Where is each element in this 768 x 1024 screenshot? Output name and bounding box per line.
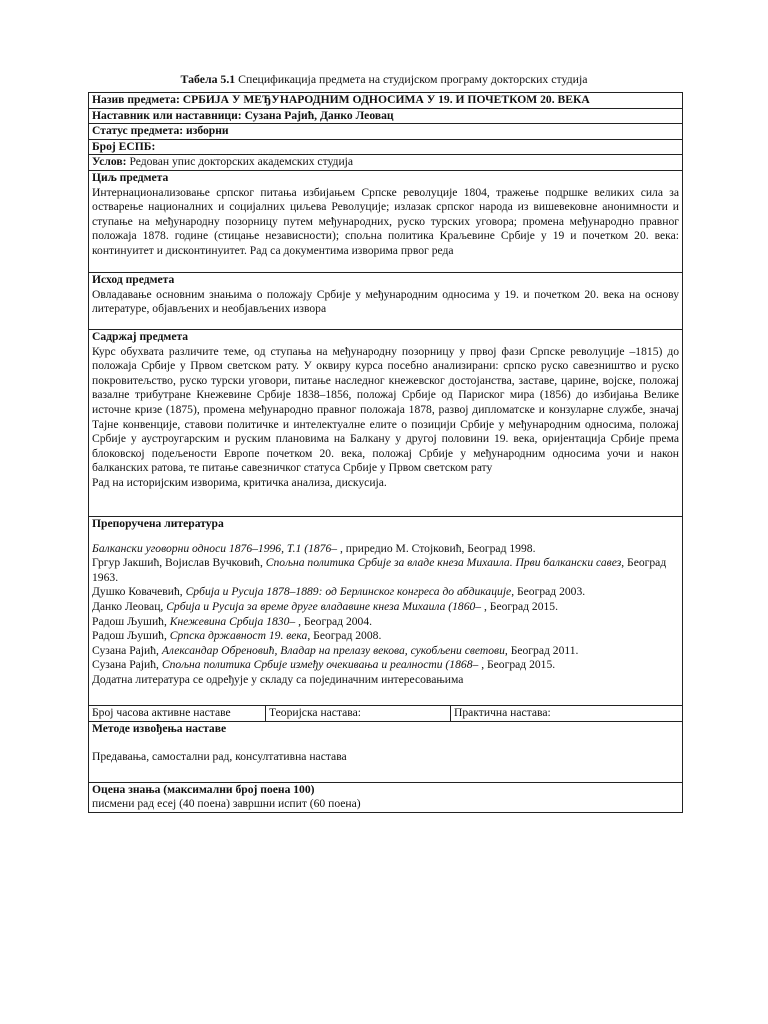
grading-heading: Оцена знања (максимални број поена 100)	[92, 782, 315, 796]
literature-row	[89, 516, 683, 705]
subject-name-value: СРБИЈА У МЕЂУНАРОДНИМ ОДНОСИМА У 19. И ПОЧЕТКОМ 20. ВЕКА	[182, 93, 590, 106]
caption-text: Спецификација предмета на студијском програму докторских студија	[238, 72, 588, 86]
literature-item: Данко Леовац, Србија и Русија за време друге владавине кнеза Михаила (1860– , Београд 2015.	[92, 599, 558, 613]
methods-row	[89, 721, 683, 782]
content-row	[89, 329, 683, 516]
literature-item: Балкански уговорни односи 1876–1996, Т.1 (1876– , приредио М. Стојковић, Београд 1998.	[92, 541, 536, 555]
status-label: Статус предмета:	[92, 124, 184, 138]
goal-heading: Циљ предмета	[92, 170, 169, 184]
methods-text: Предавања, самостални рад, консултативна настава	[92, 750, 347, 764]
content-heading: Садржај предмета	[92, 329, 189, 343]
literature-item: Душко Ковачевић, Србија и Русија 1878–1889: од Берлинског конгреса до абдикације, Београд 2003.	[92, 585, 586, 599]
literature-item: Сузана Рајић, Александар Обреновић, Владар на прелазу векова, сукобљени светови, Београд 2011.	[92, 643, 579, 657]
condition-value: Редован упис докторских академских студија	[129, 155, 354, 169]
status-row	[89, 124, 683, 140]
hours-active-cell: Број часова активне наставе	[89, 705, 266, 721]
literature-footer: Додатна литература се одређује у складу са појединачним интересовањима	[92, 672, 464, 686]
teachers-row	[89, 108, 683, 124]
outcome-row	[89, 272, 683, 329]
caption-label: Табела 5.1	[180, 72, 236, 86]
outcome-heading: Исход предмета	[92, 272, 175, 286]
goal-text: Интернационализовање српског питања избијањем Српске револуције 1804, тражење подршке великих сила за остварење националних и социјалних циљева Револуције; излазак српског народа из вишевековне анонимности и ступање на међународну позорницу путем међународних, руско турских уговора; промена међународно правног положаја 1878. године (стицање независности); спољна политика Краљевине Србије у 19 и почетком 20. века: континуитет и дисконтинуитет. Рад са документима изворима првог реда	[92, 185, 680, 257]
condition-row	[89, 155, 683, 171]
literature-item: Радош Љушић, Српска државност 19. века, Београд 2008.	[92, 629, 382, 643]
teachers-value: Сузана Рајић, Данко Леовац	[244, 108, 394, 122]
literature-item: Радош Љушић, Кнежевина Србија 1830– , Београд 2004.	[92, 614, 373, 628]
ects-label: Број ЕСПБ:	[92, 139, 156, 153]
literature-spacer	[92, 532, 679, 542]
ects-row	[89, 139, 683, 155]
status-value: изборни	[186, 124, 229, 138]
subject-specification-table	[88, 92, 683, 813]
content-note: Рад на историјским изворима, критичка анализа, дискусија.	[92, 475, 387, 489]
condition-label: Услов:	[92, 155, 127, 169]
methods-spacer	[92, 736, 679, 750]
grading-row	[89, 782, 683, 812]
hours-theory-cell: Теоријска настава:	[266, 705, 451, 721]
hours-practice-cell: Практична настава:	[451, 705, 683, 721]
literature-heading: Препоручена литература	[92, 516, 224, 530]
outcome-text: Овладавање основним знањима о положају Србије у међународним односима у 19. и почетком 20. века на основу литературе, објављених и необјављених извора	[92, 287, 680, 316]
goal-row	[89, 170, 683, 272]
methods-heading: Методе извођења наставе	[92, 721, 227, 735]
subject-name-row	[89, 93, 683, 109]
hours-row	[89, 705, 683, 721]
content-text: Курс обухвата различите теме, од ступања на међународну позорницу у првој фази Српске револуције –1815) до положаја Србије у Првом светском рату. У оквиру курса посебно анализирани: српско руско савезништво и руско покровитељство, руско турски уговори, питање наследног кнежевског достојанства, заставе, царине, војске, положај вазалне трибутране Кнежевине Србије 1838–1856, положај Србије од Париског мира (1856) до избијања Велике источне кризе (1875), промена међународно правног положаја 1878, развој дипломатске и конзуларне службе, значај Тајне конвенције, ставови политичке и интелектуалне елите о позицији Србије у међународним односима, положај Србије у аустроугарским и руским плановима на Балкану у другој половини 19. века, оријентација Србије према блоковској подељености Европе почетком 20. века, положај Србије у међународним односима уочи и након балканских ратова, те питање савезничког статуса Србије у Првом светском рату	[92, 344, 680, 475]
grading-text: писмени рад есеј (40 поена) завршни испит (60 поена)	[92, 797, 361, 811]
table-caption	[0, 72, 768, 87]
teachers-label: Наставник или наставници:	[92, 108, 242, 122]
literature-item: Сузана Рајић, Спољна политика Србије између очекивања и реалности (1868– , Београд 2015.	[92, 658, 556, 672]
subject-name-label: Назив предмета:	[92, 93, 180, 106]
literature-item: Гргур Јакшић, Војислав Вучковић, Спољна политика Србије за владе кнеза Михаила. Први балкански савез, Београд 1963.	[92, 556, 667, 584]
